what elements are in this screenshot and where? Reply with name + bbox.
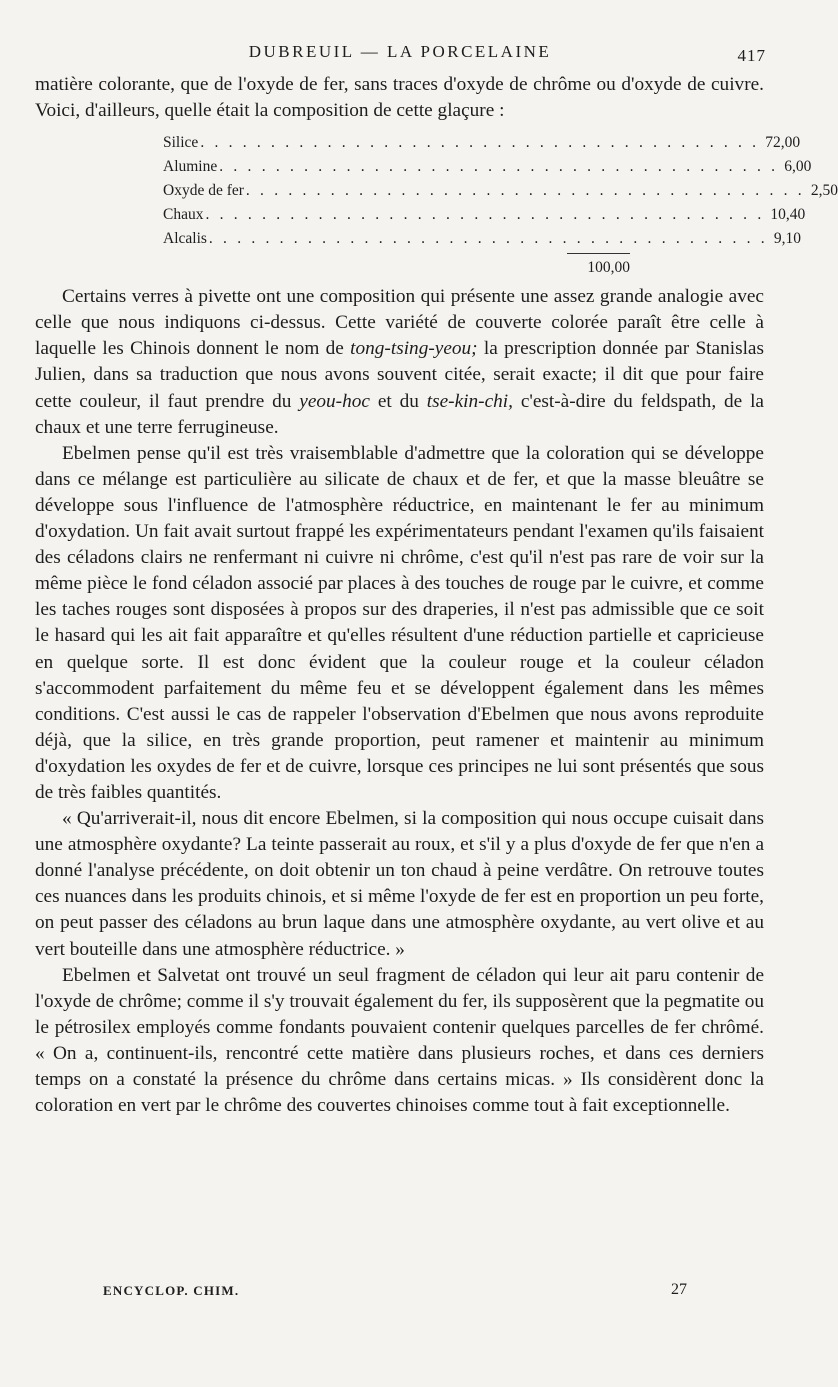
composition-table: [163, 131, 838, 280]
page-number: 417: [737, 46, 766, 65]
composition-row: [163, 131, 801, 155]
paragraph: Ebelmen pense qu'il est très vraisemblable d'admettre que la coloration qui se développe dans ce mélange est particulière au silicate de chaux et de fer, et que la masse bleuâtre se développe sous l'influence de l'atmosphère réductrice, en maintenant le fer au minimum d'oxydation. Un fait avait surtout frappé les expérimentateurs pendant l'examen qu'ils faisaient des céladons clairs ne renfermant ni cuivre ni chrôme, c'est qu'il n'est pas rare de voir sur la même pièce le fond céladon associé par places à des touches de rouge par le cuivre, et comme les taches rouges sont disposées à propos sur des draperies, il n'est pas admissible que ce soit le hasard qui les ait fait apparaître et qu'elles résultent d'une réduction partielle et capricieuse en quelque sorte. Il est donc évident que la couleur rouge et la couleur céladon s'accommodent parfaitement du même feu et se développent également dans les mêmes conditions. C'est aussi le cas de rappeler l'observation d'Ebelmen que nous avons reproduite déjà, que la silice, en très grande proportion, peut ramener et maintenir au minimum d'oxydation les oxydes de fer et de cuivre, lorsque ces principes ne lui sont présentés que sous de très faibles quantités.: [35, 442, 764, 803]
leader-dots: . . . . . . . . . . . . . . . . . . . . . . . . . . . . . . . . . . . . . . . .: [208, 230, 768, 248]
paragraph-continuation: matière colorante, que de l'oxyde de fer, sans traces d'oxyde de chrôme ou d'oxyde de cuivre. Voici, d'ailleurs, quelle était la composition de cette glaçure :: [35, 74, 764, 122]
text-run: Certains verres à pivette ont une composition qui présente une assez grande analogie avec celle que nous indiquons ci-dessus. Cette variété de couverte colorée paraît être celle à laquelle les Chinois donnent le nom de: [35, 286, 764, 360]
composition-row: [163, 203, 806, 227]
composition-value: 72,00: [765, 134, 801, 152]
paragraph: [35, 284, 764, 441]
composition-row: [163, 155, 812, 179]
page-footer: [0, 1281, 800, 1303]
chinese-term: yeou-hoc: [299, 390, 370, 412]
chinese-term: tse-kin-chi,: [426, 390, 513, 412]
composition-value: 2,50: [810, 182, 838, 200]
leader-dots: . . . . . . . . . . . . . . . . . . . . . . . . . . . . . . . . . . . . . . . .: [205, 206, 765, 224]
composition-row: [163, 227, 801, 251]
paragraph: « Qu'arriverait-il, nous dit encore Ebelmen, si la composition qui nous occupe cuisait dans une atmosphère oxydante? La teinte passerait au roux, et s'il y a plus d'oxyde de fer que n'en a donné l'analyse précédente, on doit obtenir un ton chaud à peine verdâtre. On retrouve toutes ces nuances dans les produits chinois, et si même l'oxyde de fer est en proportion un peu forte, on peut passer des céladons au brun laque dans une atmosphère oxydante, au vert olive et au vert bouteille dans une atmosphère réductrice. »: [35, 808, 764, 960]
running-head: [0, 42, 800, 66]
leader-dots: . . . . . . . . . . . . . . . . . . . . . . . . . . . . . . . . . . . . . . . .: [200, 134, 760, 152]
composition-label: Alcalis: [163, 230, 207, 248]
chinese-term: tong-tsing-yeou;: [350, 338, 478, 360]
composition-label: Oxyde de fer: [163, 182, 244, 200]
leader-dots: . . . . . . . . . . . . . . . . . . . . . . . . . . . . . . . . . . . . . . . .: [219, 158, 779, 176]
composition-row: [163, 179, 838, 203]
signature-number: 27: [671, 1281, 687, 1298]
body-text: [35, 72, 838, 1119]
leader-dots: . . . . . . . . . . . . . . . . . . . . . . . . . . . . . . . . . . . . . . . .: [245, 182, 805, 200]
running-title: DUBREUIL — LA PORCELAINE: [248, 42, 552, 61]
paragraph: Ebelmen et Salvetat ont trouvé un seul fragment de céladon qui leur ait paru contenir de l'oxyde de chrôme; comme il s'y trouvait également du fer, ils supposèrent que la pegmatite ou le pétrosilex employés comme fondants pouvaient contenir quelques parcelles de fer chrômé. « On a, continuent-ils, rencontré cette matière dans plusieurs roches, et dans ces derniers temps on a constaté la présence du chrôme dans certains micas. » Ils considèrent donc la coloration en vert par le chrôme des couvertes chinoises comme tout à fait exceptionnelle.: [35, 964, 765, 1117]
signature-label: ENCYCLOP. CHIM.: [103, 1283, 240, 1298]
text-run: la prescription donnée par Stanislas Julien, dans sa traduction que nous avons souvent citée, serait exacte; il dit que pour faire cette couleur, il faut prendre du: [35, 338, 764, 412]
text-run: et du: [369, 390, 427, 412]
composition-value: 10,40: [770, 206, 806, 224]
composition-value: 6,00: [784, 158, 812, 176]
text-run: c'est-à-dire du feldspath, de la chaux et une terre ferrugineuse.: [35, 390, 764, 438]
composition-label: Alumine: [163, 158, 218, 176]
composition-value: 9,10: [773, 230, 801, 248]
composition-label: Chaux: [163, 206, 204, 224]
composition-label: Silice: [163, 134, 199, 152]
composition-total: 100,00: [587, 259, 630, 277]
